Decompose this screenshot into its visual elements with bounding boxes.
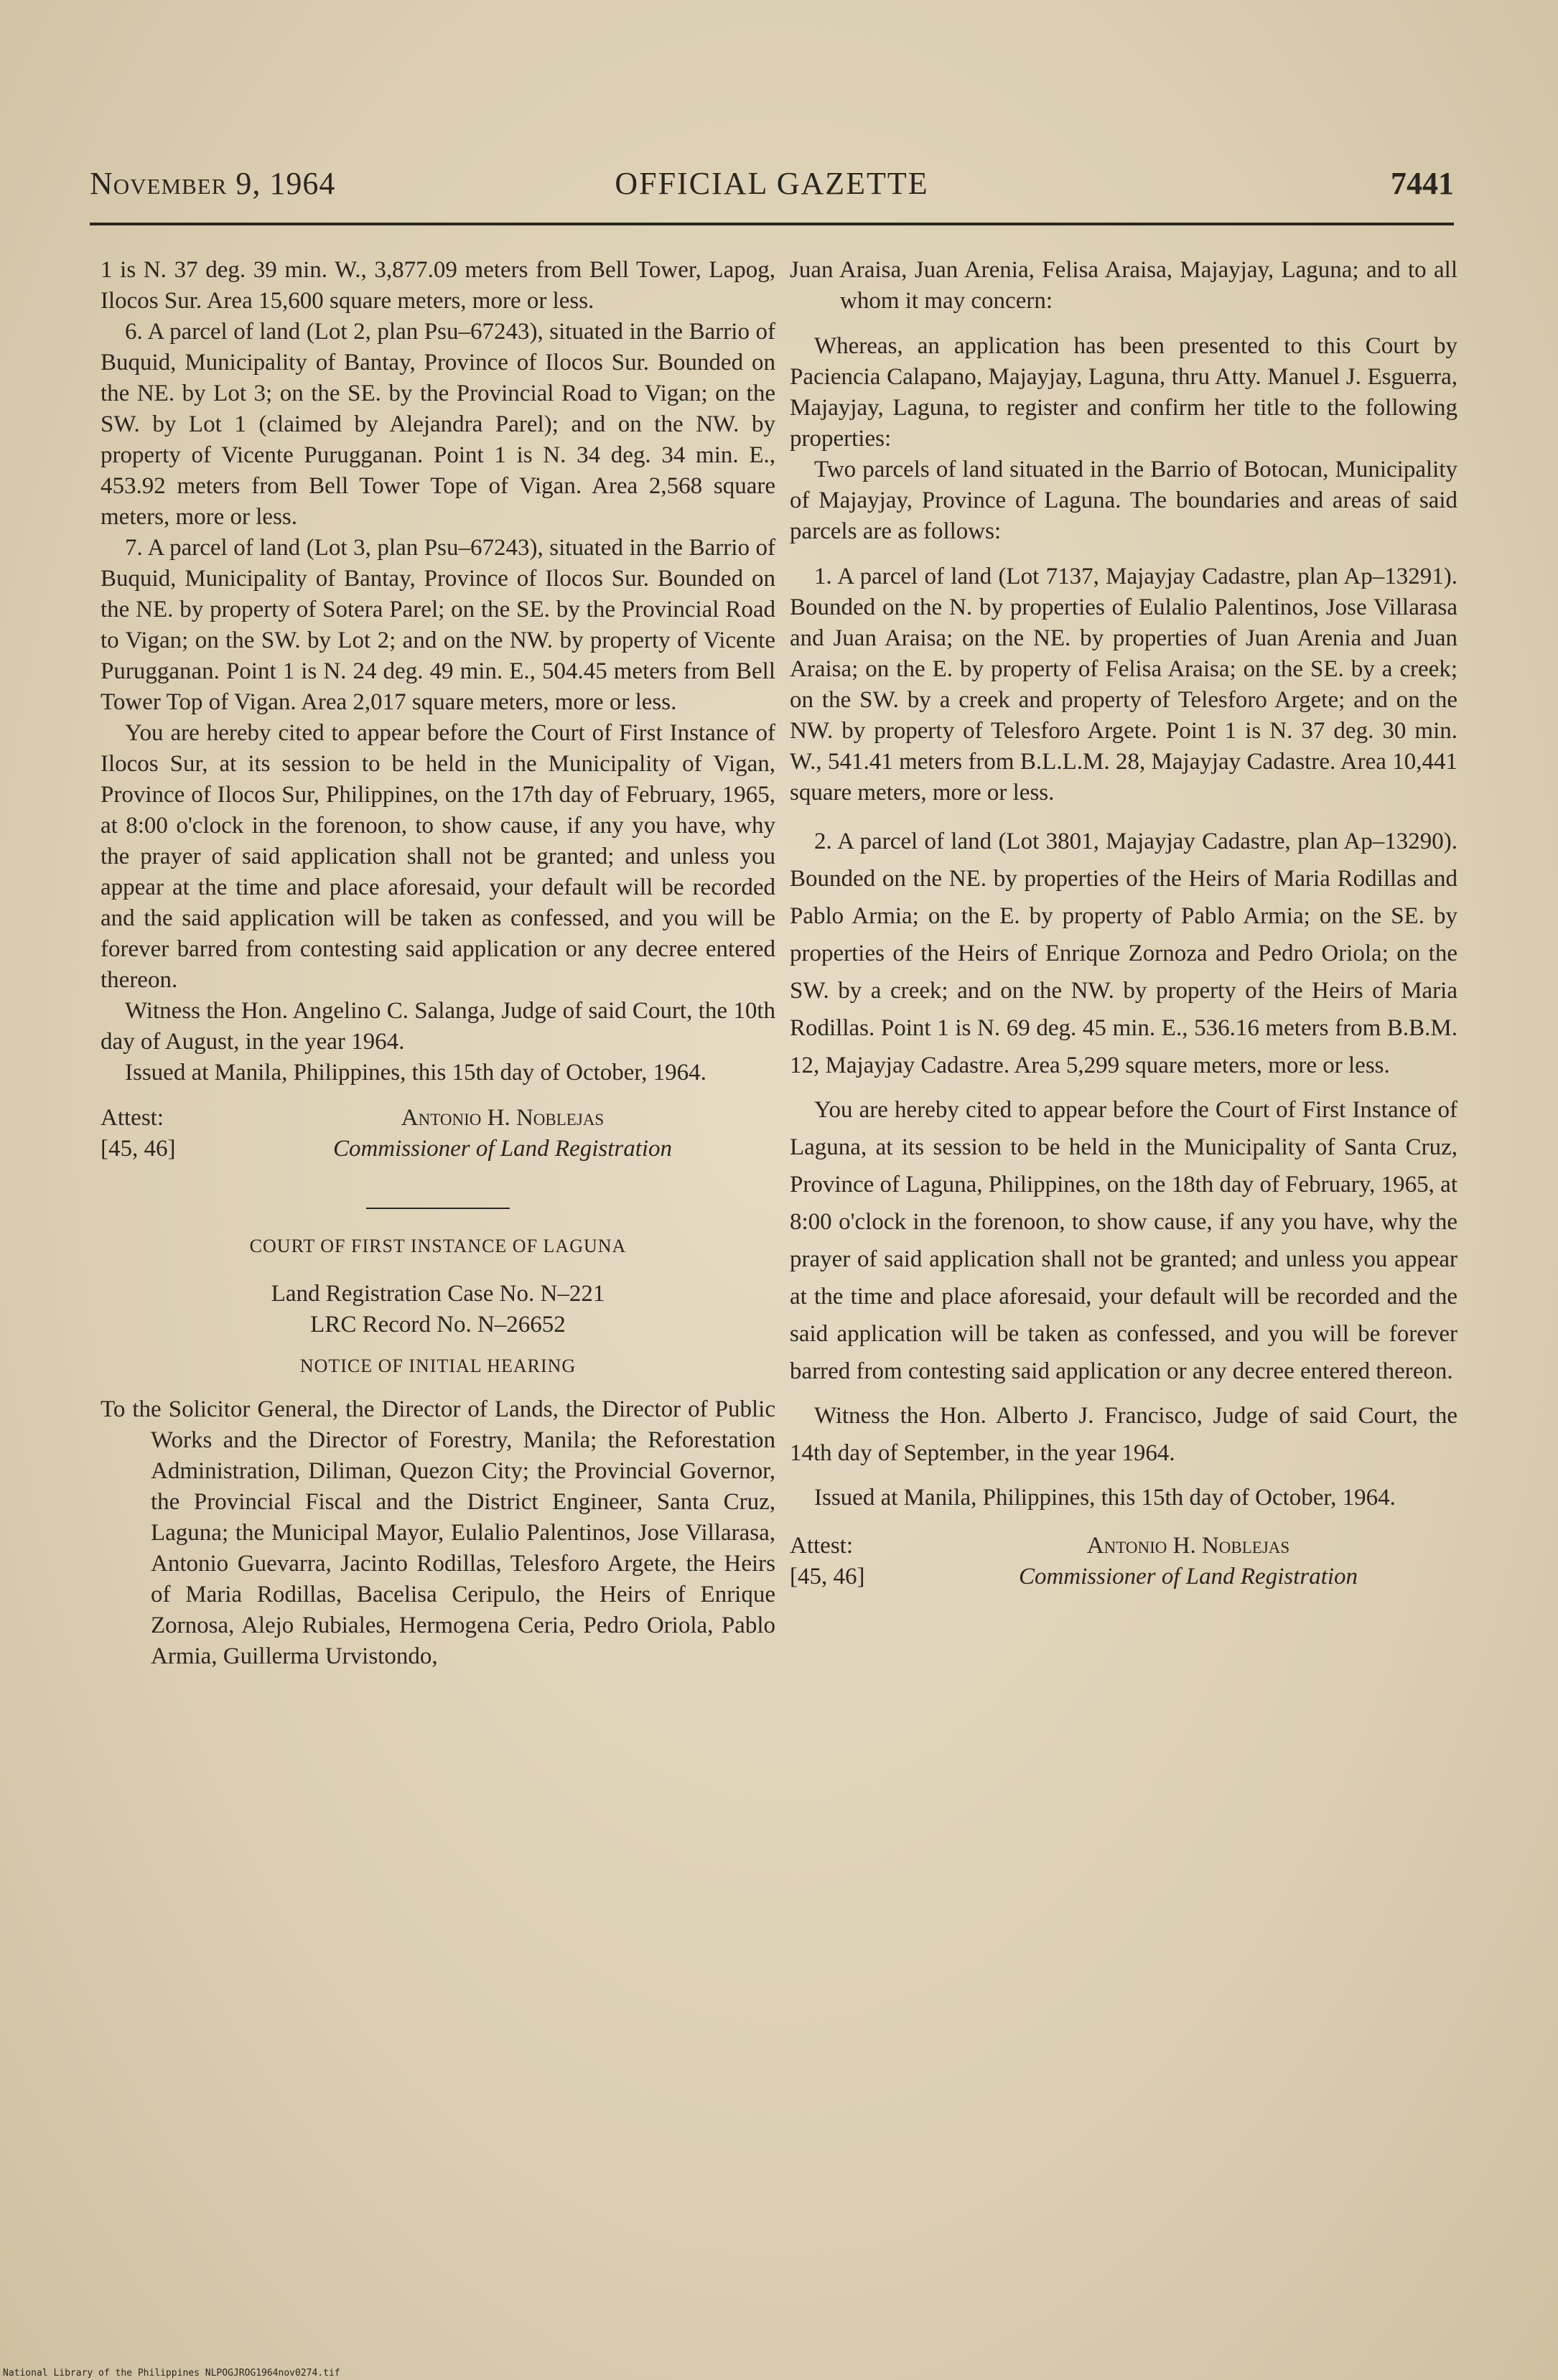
attest-title: Commissioner of Land Registration bbox=[1018, 1564, 1358, 1590]
addressees-continued: Juan Araisa, Juan Arenia, Felisa Araisa, Majayjay, Laguna; and to all whom it may concern: bbox=[790, 257, 1457, 314]
section-divider bbox=[366, 1208, 510, 1209]
header-rule bbox=[90, 223, 1454, 225]
attest-name: Antonio H. Noblejas bbox=[1086, 1533, 1290, 1559]
paragraph: Issued at Manila, Philippines, this 15th day of October, 1964. bbox=[814, 1485, 1396, 1511]
attest-title: Commissioner of Land Registration bbox=[332, 1136, 673, 1162]
paragraph: You are hereby cited to appear before the Court of First Instance of Laguna, at its session to be held in the Municipality of Santa Cruz, Province of Laguna, Philippines, on the 18th day of February, 1965, at 8:00 o'clock in the forenoon, to show cause, if any you have, why the prayer of said application shall not be granted; and unless you appear at the time and place aforesaid, your default will be recorded and the said application will be taken as confessed, and you will be forever barred from contesting said application or any decree entered thereon. bbox=[790, 1097, 1457, 1384]
attest-ref: [45, 46] bbox=[790, 1564, 865, 1590]
attest-label: Attest: bbox=[101, 1105, 164, 1131]
addressees: To the Solicitor General, the Director of Lands, the Director of Public Works and the Director of Forestry, Manila; the Reforestation Administration, Diliman, Quezon City; the Provincial Governor, the Provincial Fiscal and the District Engineer, Santa Cruz, Laguna; the Municipal Mayor, Eulalio Palentinos, Jose Villarasa, Antonio Guevarra, Jacinto Rodillas, Telesforo Argete, the Heirs of Maria Rodillas, Bacelisa Ceripulo, the Heirs of Enrique Zornosa, Alejo Rubiales, Hermogena Ceria, Pedro Oriola, Pablo Armia, Guillerma Urvistondo, bbox=[101, 1396, 775, 1669]
header-date: November 9, 1964 bbox=[90, 166, 336, 201]
attest-name: Antonio H. Noblejas bbox=[401, 1105, 605, 1131]
record-number: LRC Record No. N–26652 bbox=[310, 1312, 566, 1338]
right-column bbox=[790, 255, 1457, 1592]
page-header bbox=[90, 165, 1454, 215]
scan-footer: National Library of the Philippines NLPOGJROG1964nov0274.tif bbox=[3, 2368, 340, 2379]
header-page-number: 7441 bbox=[1391, 166, 1454, 201]
notice-heading: NOTICE OF INITIAL HEARING bbox=[299, 1355, 577, 1376]
attest-label: Attest: bbox=[790, 1533, 853, 1559]
paragraph: Issued at Manila, Philippines, this 15th day of October, 1964. bbox=[125, 1060, 706, 1086]
case-number: Land Registration Case No. N–221 bbox=[271, 1281, 605, 1307]
attest-ref: [45, 46] bbox=[101, 1136, 176, 1162]
paragraph: 1. A parcel of land (Lot 7137, Majayjay Cadastre, plan Ap–13291). Bounded on the N. by properties of Eulalio Palentinos, Jose Villarasa and Juan Araisa; on the NE. by properties of Juan Arenia and Juan Araisa; on the E. by property of Felisa Araisa; on the SE. by a creek; on the SW. by a creek and property of Telesforo Argete; and on the NW. by property of Telesforo Argete. Point 1 is N. 37 deg. 30 min. W., 541.41 meters from B.L.L.M. 28, Majayjay Cadastre. Area 10,441 square meters, more or less. bbox=[790, 564, 1457, 806]
paragraph: 6. A parcel of land (Lot 2, plan Psu–67243), situated in the Barrio of Buquid, Municipality of Bantay, Province of Ilocos Sur. Bounded on the NE. by Lot 3; on the SE. by the Provincial Road to Vigan; on the SW. by Lot 1 (claimed by Alejandra Parel); and on the NW. by property of Vicente Purugganan. Point 1 is N. 34 deg. 34 min. E., 453.92 meters from Bell Tower Tope of Vigan. Area 2,568 square meters, more or less. bbox=[101, 319, 775, 530]
paragraph: Whereas, an application has been presented to this Court by Paciencia Calapano, Majayjay, Laguna, thru Atty. Manuel J. Esguerra, Majayjay, Laguna, to register and confirm her title to the following properties: bbox=[790, 333, 1457, 452]
paragraph: 1 is N. 37 deg. 39 min. W., 3,877.09 meters from Bell Tower, Lapog, Ilocos Sur. Area 15,600 square meters, more or less. bbox=[101, 257, 775, 314]
left-column bbox=[101, 255, 775, 1672]
right-body bbox=[790, 823, 1457, 1516]
attest-block bbox=[790, 1531, 1457, 1592]
paragraph: You are hereby cited to appear before the Court of First Instance of Ilocos Sur, at its session to be held in the Municipality of Vigan, Province of Ilocos Sur, Philippines, on the 17th day of February, 1965, at 8:00 o'clock in the forenoon, to show cause, if any you have, why the prayer of said application shall not be granted; and unless you appear at the time and place aforesaid, your default will be recorded and the said application will be taken as confessed, and you will be forever barred from contesting said application or any decree entered thereon. bbox=[101, 720, 775, 993]
paragraph: Two parcels of land situated in the Barrio of Botocan, Municipality of Majayjay, Province of Laguna. The boundaries and areas of said parcels are as follows: bbox=[790, 457, 1457, 544]
header-title: OFFICIAL GAZETTE bbox=[615, 166, 929, 201]
paragraph: Witness the Hon. Alberto J. Francisco, Judge of said Court, the 14th day of September, in the year 1964. bbox=[790, 1403, 1457, 1466]
paragraph: 7. A parcel of land (Lot 3, plan Psu–67243), situated in the Barrio of Buquid, Municipality of Bantay, Province of Ilocos Sur. Bounded on the NE. by property of Sotera Parel; on the SE. by the Provincial Road to Vigan; on the SW. by Lot 2; and on the NW. by property of Vicente Purugganan. Point 1 is N. 24 deg. 49 min. E., 504.45 meters from Bell Tower Top of Vigan. Area 2,017 square meters, more or less. bbox=[101, 535, 775, 715]
paragraph: 2. A parcel of land (Lot 3801, Majayjay Cadastre, plan Ap–13290). Bounded on the NE. by properties of the Heirs of Maria Rodillas and Pablo Armia; on the E. by property of Pablo Armia; on the SE. by properties of the Heirs of Enrique Zornoza and Pedro Oriola; on the SW. by a creek; and on the NW. by property of the Heirs of Maria Rodillas. Point 1 is N. 69 deg. 45 min. E., 536.16 meters from B.B.M. 12, Majayjay Cadastre. Area 5,299 square meters, more or less. bbox=[790, 829, 1457, 1078]
court-heading: COURT OF FIRST INSTANCE OF LAGUNA bbox=[249, 1236, 627, 1256]
attest-block bbox=[101, 1103, 775, 1165]
paragraph: Witness the Hon. Angelino C. Salanga, Judge of said Court, the 10th day of August, in the year 1964. bbox=[101, 998, 775, 1055]
